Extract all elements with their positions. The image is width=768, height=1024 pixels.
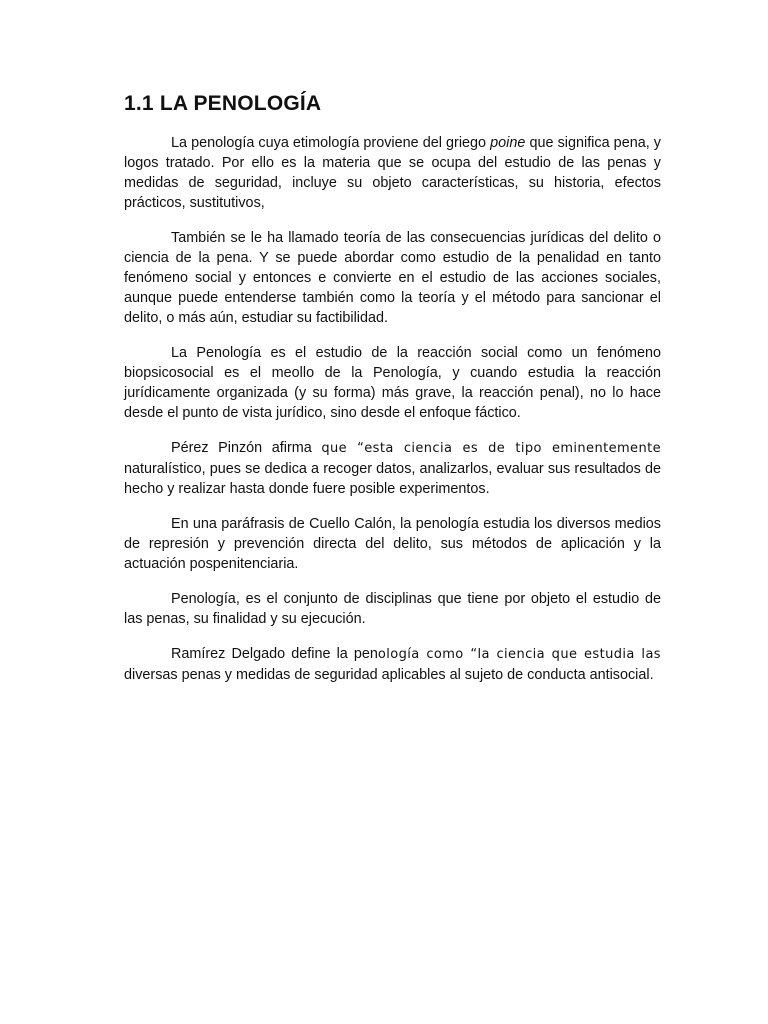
paragraph-7-text-end: diversas penas y medidas de seguridad aplicables al sujeto de conducta antisocial.: [124, 667, 654, 683]
paragraph-2: También se le ha llamado teoría de las consecuencias jurídicas del delito o ciencia de la pena. Y se puede abordar como estudio de la penalidad en tanto fenómeno social y entonces e convierte en el estudio de las acciones sociales, aunque puede entenderse también como la teoría y el método para sancionar el delito, o más aún, estudiar su factibilidad.: [124, 230, 661, 326]
paragraph-1-text-start: La penología cuya etimología proviene del griego: [171, 135, 491, 151]
paragraph-3: La Penología es el estudio de la reacción social como un fenómeno biopsicosocial es el meollo de la Penología, y cuando estudia la reacción jurídicamente organizada (y su forma) más grave, la reacción penal), no lo hace desde el punto de vista jurídico, sino desde el enfoque fáctico.: [124, 345, 661, 421]
paragraph-7-text-start: Ramírez Delgado define la pen: [171, 646, 378, 662]
paragraph-4-text-end: naturalístico, pues se dedica a recoger datos, analizarlos, evaluar sus resultados de hecho y realizar hasta donde fuere posible experimentos.: [124, 461, 661, 497]
paragraph-4-text-start: Pérez Pinzón afirma: [171, 440, 322, 456]
paragraph-4-quote: que “esta ciencia es de tipo eminentemente: [321, 441, 661, 456]
paragraph-7-quote: ología como “la ciencia que estudia las: [377, 647, 661, 662]
paragraph-4: [124, 438, 661, 499]
paragraph-1-text-end: que significa pena, y logos tratado. Por ello es la materia que se ocupa del estudio de las penas y medidas de seguridad, incluye su objeto características, su historia, efectos prácticos, sustitutivos,: [124, 135, 661, 211]
section-heading: 1.1 LA PENOLOGÍA: [124, 92, 322, 115]
paragraph-7: [124, 644, 661, 685]
paragraph-1: [124, 133, 661, 213]
paragraph-6: Penología, es el conjunto de disciplinas que tiene por objeto el estudio de las penas, su finalidad y su ejecución.: [124, 591, 661, 627]
paragraph-1-italic-term: poine: [490, 135, 526, 151]
document-page: [124, 90, 661, 700]
paragraph-5: En una paráfrasis de Cuello Calón, la penología estudia los diversos medios de represión y prevención directa del delito, sus métodos de aplicación y la actuación pospenitenciaria.: [124, 516, 661, 572]
